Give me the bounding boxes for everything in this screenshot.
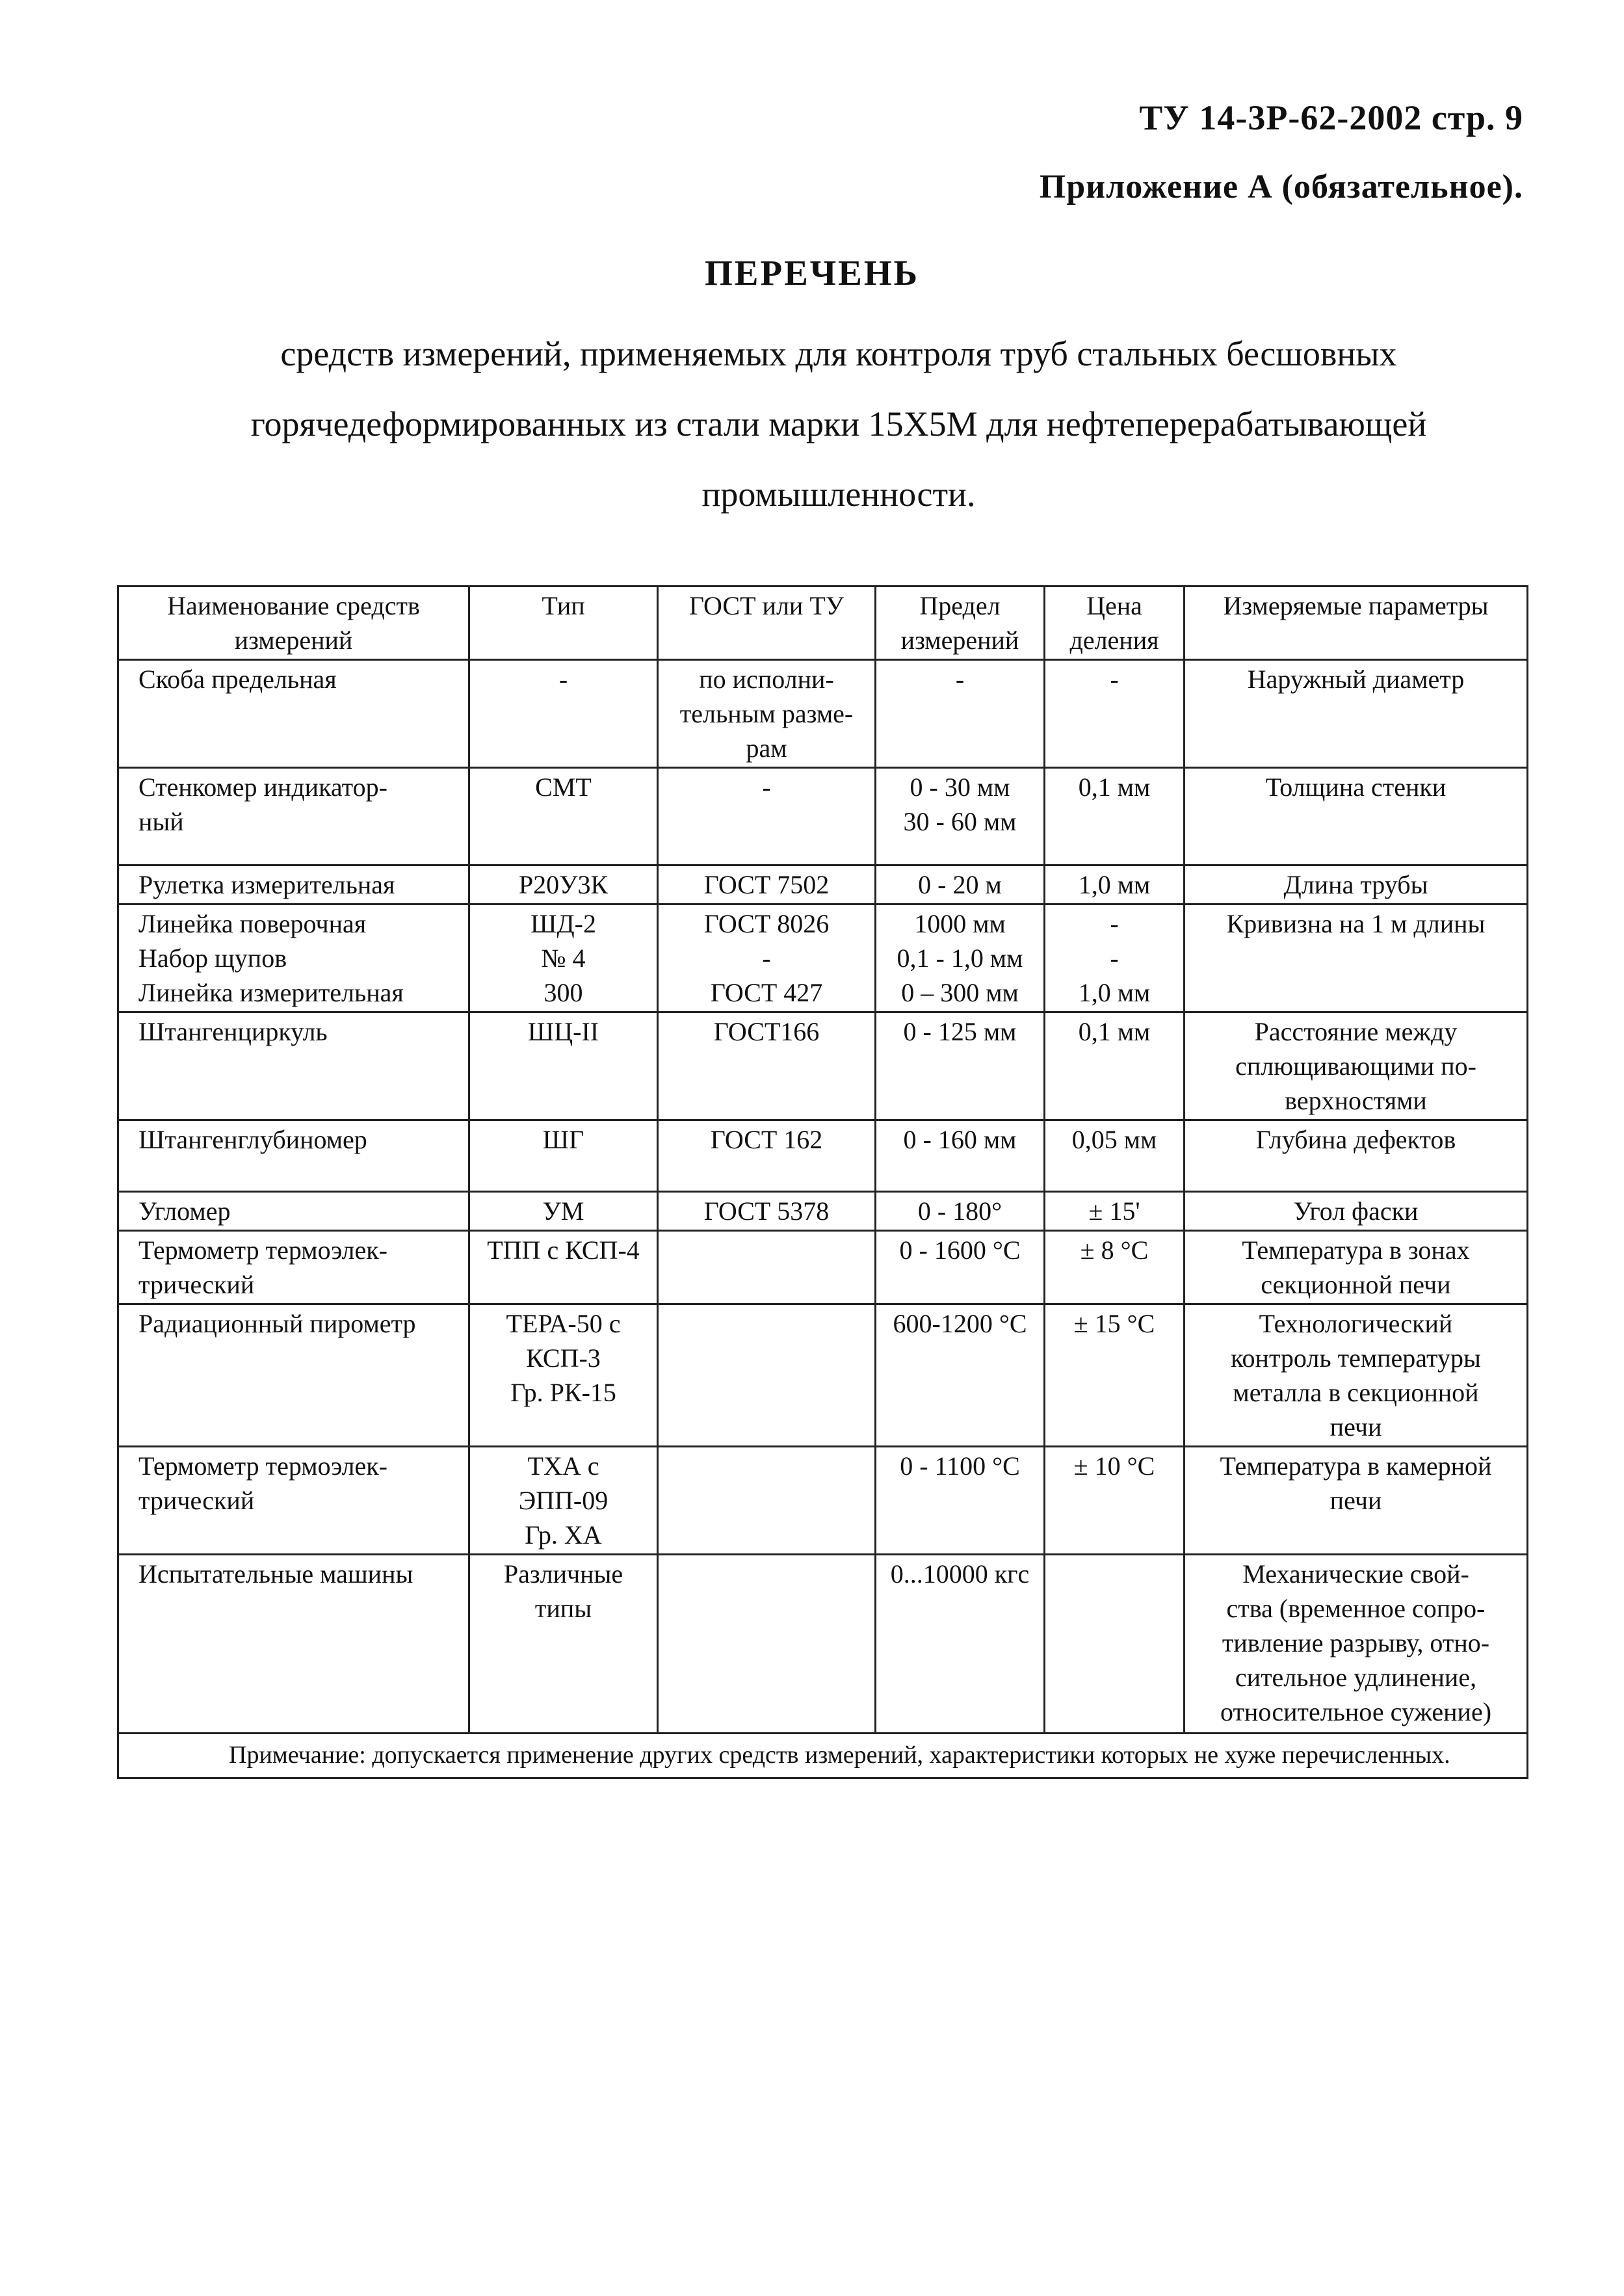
- cell-type: [469, 1231, 658, 1304]
- cell-division: [1045, 1012, 1185, 1120]
- cell-gost: [658, 1120, 876, 1192]
- header-limit: Предел измерений: [876, 587, 1045, 660]
- cell-name: [118, 1447, 469, 1555]
- table-body: [118, 660, 1528, 1734]
- cell-limit: [876, 904, 1045, 1012]
- cell-line: 0,05 мм: [1071, 1125, 1157, 1154]
- cell-line: ства (временное сопро-: [1226, 1594, 1486, 1623]
- cell-line: трический: [138, 1270, 255, 1299]
- cell-limit: [876, 1231, 1045, 1304]
- cell-type: [469, 660, 658, 768]
- cell-line: Длина трубы: [1283, 870, 1428, 899]
- cell-line: УМ: [542, 1196, 584, 1226]
- cell-line: Линейка поверочная: [138, 909, 367, 938]
- table-row: [118, 768, 1528, 865]
- cell-line: 0 - 30 мм: [910, 772, 1010, 802]
- cell-division: [1045, 1304, 1185, 1447]
- cell-line: 0...10000 кгс: [890, 1559, 1030, 1589]
- cell-line: Температура в зонах: [1242, 1235, 1470, 1265]
- cell-line: ШЦ-II: [527, 1017, 599, 1046]
- table-row: [118, 1231, 1528, 1304]
- cell-line: Термометр термоэлек-: [138, 1451, 387, 1481]
- cell-line: -: [1110, 943, 1119, 973]
- cell-line: ЭПП-09: [518, 1486, 609, 1515]
- cell-line: относительное сужение): [1220, 1697, 1492, 1726]
- cell-limit: [876, 1120, 1045, 1192]
- cell-line: типы: [534, 1594, 592, 1623]
- cell-line: ный: [138, 807, 184, 836]
- cell-line: печи: [1329, 1412, 1382, 1442]
- cell-line: Глубина дефектов: [1255, 1125, 1456, 1154]
- cell-line: сплющивающими по-: [1235, 1051, 1476, 1081]
- cell-line: -: [1110, 665, 1119, 694]
- cell-line: 30 - 60 мм: [903, 807, 1017, 836]
- cell-gost: [658, 768, 876, 865]
- cell-line: 300: [544, 978, 583, 1007]
- cell-line: -: [1110, 909, 1119, 938]
- cell-params: [1185, 1192, 1528, 1231]
- cell-line: Механические свой-: [1242, 1559, 1469, 1589]
- cell-limit: [876, 1555, 1045, 1734]
- table-row: [118, 660, 1528, 768]
- cell-line: ТЕРА-50 с: [506, 1309, 621, 1338]
- cell-line: трический: [138, 1486, 255, 1515]
- cell-name: [118, 1555, 469, 1734]
- cell-limit: [876, 1304, 1045, 1447]
- instruments-table: [117, 585, 1528, 1779]
- cell-params: [1185, 1012, 1528, 1120]
- cell-limit: [876, 865, 1045, 904]
- cell-line: ШГ: [542, 1125, 584, 1154]
- cell-line: 1,0 мм: [1078, 978, 1151, 1007]
- cell-name: [118, 1012, 469, 1120]
- cell-line: Кривизна на 1 м длины: [1226, 909, 1486, 938]
- cell-line: Расстояние между: [1254, 1017, 1458, 1046]
- cell-type: [469, 1555, 658, 1734]
- cell-line: 0,1 - 1,0 мм: [897, 943, 1023, 973]
- cell-division: [1045, 660, 1185, 768]
- cell-line: сительное удлинение,: [1235, 1663, 1477, 1692]
- table-row: [118, 904, 1528, 1012]
- cell-params: [1185, 1231, 1528, 1304]
- table-note: Примечание: допускается применение других средств измерений, характеристики которых не хуже перечисленных.: [229, 1741, 1450, 1769]
- cell-line: 0 - 20 м: [918, 870, 1002, 899]
- cell-line: 1000 мм: [914, 909, 1006, 938]
- cell-line: Радиационный пирометр: [138, 1309, 416, 1338]
- cell-line: 600-1200 °С: [893, 1309, 1027, 1338]
- cell-limit: [876, 1192, 1045, 1231]
- cell-line: печи: [1329, 1486, 1382, 1515]
- cell-type: [469, 1304, 658, 1447]
- cell-line: Р20У3К: [518, 870, 609, 899]
- cell-type: [469, 865, 658, 904]
- cell-line: Штангенциркуль: [138, 1017, 328, 1046]
- cell-name: [118, 865, 469, 904]
- table-row: [118, 1120, 1528, 1192]
- cell-division: [1045, 1192, 1185, 1231]
- cell-line: ГОСТ 162: [710, 1125, 823, 1154]
- cell-line: ТПП с КСП-4: [487, 1235, 640, 1265]
- cell-line: 0 - 1600 °С: [899, 1235, 1021, 1265]
- cell-division: [1045, 1120, 1185, 1192]
- appendix-label: Приложение А (обязательное).: [1039, 168, 1523, 205]
- cell-line: Линейка измерительная: [138, 978, 404, 1007]
- cell-line: 0 - 180°: [917, 1196, 1002, 1226]
- cell-line: ± 15 °С: [1073, 1309, 1155, 1338]
- cell-line: верхностями: [1285, 1086, 1427, 1115]
- cell-line: секционной печи: [1261, 1270, 1451, 1299]
- cell-line: рам: [746, 733, 787, 763]
- cell-type: [469, 768, 658, 865]
- cell-line: -: [762, 943, 771, 973]
- cell-line: 0,1 мм: [1078, 772, 1151, 802]
- table-row: [118, 1447, 1528, 1555]
- cell-line: -: [558, 665, 568, 694]
- cell-division: [1045, 1447, 1185, 1555]
- cell-line: Испытательные машины: [138, 1559, 413, 1589]
- cell-line: Гр. РК-15: [510, 1378, 616, 1407]
- page-title: ПЕРЕЧЕНЬ: [705, 253, 919, 293]
- cell-line: ГОСТ 8026: [703, 909, 830, 938]
- cell-line: -: [762, 772, 771, 802]
- cell-line: ± 15': [1088, 1196, 1140, 1226]
- cell-division: [1045, 1231, 1185, 1304]
- cell-limit: [876, 768, 1045, 865]
- cell-line: -: [955, 665, 965, 694]
- cell-name: [118, 1192, 469, 1231]
- cell-line: по исполни-: [699, 665, 834, 694]
- cell-line: ± 8 °С: [1080, 1235, 1149, 1265]
- table-row: [118, 865, 1528, 904]
- cell-name: [118, 768, 469, 865]
- cell-line: ГОСТ 5378: [703, 1196, 830, 1226]
- cell-line: 0 - 125 мм: [903, 1017, 1017, 1046]
- cell-name: [118, 904, 469, 1012]
- cell-name: [118, 1304, 469, 1447]
- cell-name: [118, 660, 469, 768]
- cell-line: Набор щупов: [138, 943, 287, 973]
- table-row: [118, 1555, 1528, 1734]
- cell-line: тельным разме-: [679, 699, 854, 728]
- cell-type: [469, 1120, 658, 1192]
- cell-type: [469, 904, 658, 1012]
- cell-type: [469, 1192, 658, 1231]
- cell-line: металла в секционной: [1233, 1378, 1479, 1407]
- cell-line: Угломер: [138, 1196, 231, 1226]
- cell-line: Различные: [503, 1559, 623, 1589]
- cell-gost: [658, 1012, 876, 1120]
- cell-line: ГОСТ166: [713, 1017, 820, 1046]
- header-gost: ГОСТ или ТУ: [658, 587, 876, 660]
- cell-division: [1045, 904, 1185, 1012]
- page-subtitle: средств измерений, применяемых для контроля труб стальных бесшовных горячедеформированных из стали марки 15Х5М для нефтеперерабатывающей промышленности.: [250, 334, 1427, 514]
- cell-line: 1,0 мм: [1078, 870, 1151, 899]
- cell-line: Толщина стенки: [1265, 772, 1447, 802]
- header-name: Наименование средств измерений: [118, 587, 469, 660]
- cell-limit: [876, 660, 1045, 768]
- cell-line: ± 10 °С: [1073, 1451, 1155, 1481]
- cell-line: Угол фаски: [1293, 1196, 1419, 1226]
- cell-gost: [658, 1304, 876, 1447]
- cell-gost: [658, 1192, 876, 1231]
- cell-gost: [658, 1447, 876, 1555]
- cell-params: [1185, 904, 1528, 1012]
- table-row: [118, 1012, 1528, 1120]
- cell-params: [1185, 1447, 1528, 1555]
- cell-line: Термометр термоэлек-: [138, 1235, 387, 1265]
- cell-gost: [658, 904, 876, 1012]
- cell-type: [469, 1447, 658, 1555]
- cell-line: 0,1 мм: [1078, 1017, 1151, 1046]
- cell-line: Рулетка измерительная: [138, 870, 395, 899]
- cell-line: ГОСТ 427: [710, 978, 823, 1007]
- document-code: ТУ 14-3Р-62-2002 стр. 9: [1139, 98, 1523, 137]
- table-row: [118, 1192, 1528, 1231]
- cell-line: Наружный диаметр: [1247, 665, 1465, 694]
- cell-name: [118, 1231, 469, 1304]
- header-params: Измеряемые параметры: [1185, 587, 1528, 660]
- cell-params: [1185, 1304, 1528, 1447]
- cell-division: [1045, 1555, 1185, 1734]
- cell-line: тивление разрыву, отно-: [1222, 1628, 1490, 1657]
- header-type: Тип: [469, 587, 658, 660]
- cell-limit: [876, 1012, 1045, 1120]
- cell-line: 0 - 1100 °С: [900, 1451, 1020, 1481]
- cell-line: Стенкомер индикатор-: [138, 772, 387, 802]
- cell-line: № 4: [541, 943, 586, 973]
- cell-limit: [876, 1447, 1045, 1555]
- cell-name: [118, 1120, 469, 1192]
- cell-line: КСП-3: [526, 1343, 601, 1373]
- header-division: Цена деления: [1045, 587, 1185, 660]
- cell-params: [1185, 768, 1528, 865]
- cell-line: 0 - 160 мм: [903, 1125, 1017, 1154]
- cell-line: Гр. ХА: [525, 1520, 602, 1550]
- cell-params: [1185, 865, 1528, 904]
- cell-params: [1185, 1120, 1528, 1192]
- cell-line: контроль температуры: [1231, 1343, 1481, 1373]
- cell-type: [469, 1012, 658, 1120]
- cell-line: ШД-2: [530, 909, 596, 938]
- cell-params: [1185, 1555, 1528, 1734]
- cell-division: [1045, 768, 1185, 865]
- cell-line: Скоба предельная: [138, 665, 337, 694]
- cell-gost: [658, 1231, 876, 1304]
- cell-line: ТХА с: [527, 1451, 599, 1481]
- cell-division: [1045, 865, 1185, 904]
- cell-params: [1185, 660, 1528, 768]
- cell-line: СМТ: [535, 772, 592, 802]
- cell-line: 0 – 300 мм: [901, 978, 1019, 1007]
- cell-gost: [658, 1555, 876, 1734]
- table-row: [118, 1304, 1528, 1447]
- cell-line: Штангенглубиномер: [138, 1125, 367, 1154]
- cell-line: ГОСТ 7502: [703, 870, 830, 899]
- cell-line: Технологический: [1259, 1309, 1453, 1338]
- cell-gost: [658, 865, 876, 904]
- note-row: [118, 1734, 1528, 1778]
- table-header-row: [118, 587, 1528, 660]
- cell-line: Температура в камерной: [1220, 1451, 1492, 1481]
- cell-gost: [658, 660, 876, 768]
